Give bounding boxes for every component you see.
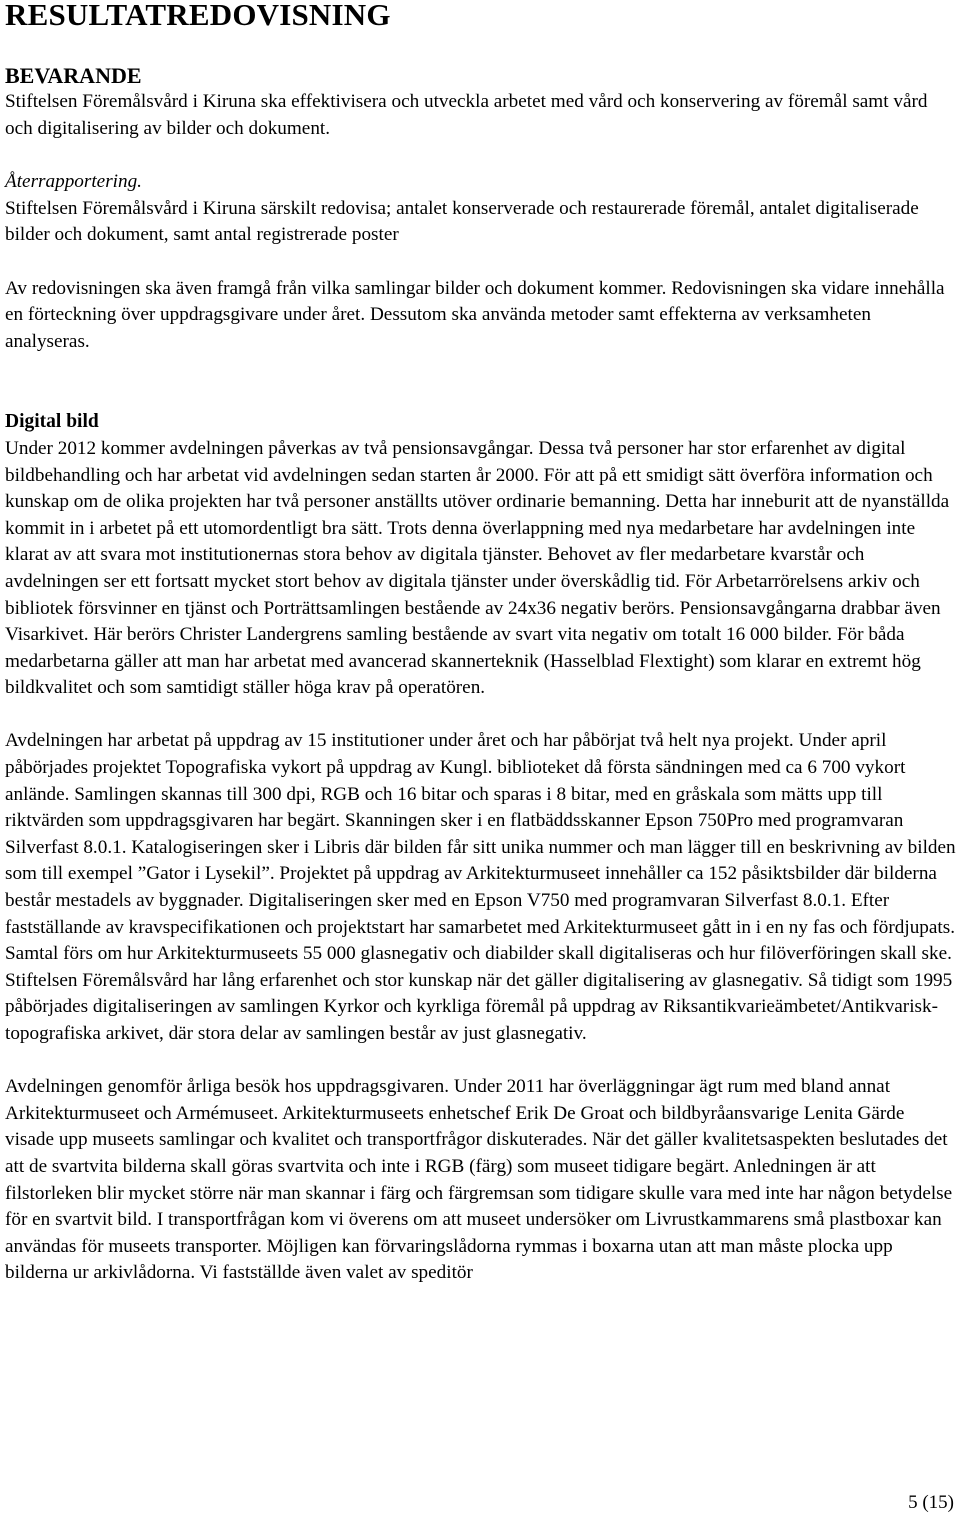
section-heading: BEVARANDE (5, 63, 142, 88)
body-paragraph-3: Avdelningen genomför årliga besök hos uppdragsgivaren. Under 2011 har överläggningar ägt rum med bland annat Arkitekturmuseet och Armémuseet. Arkitekturmuseets enhetschef Erik De Groat och bildbyråansvarige Lenita Gärde visade upp museets samlingar och kvalitet och transportfrågor diskuterades. När det gäller kvalitetsaspekten beslutades det att de svartvita bilderna skall göras svartvita och inte i RGB (färg) som museet tidigare begärt. Anledningen är att filstorleken blir mycket större när man skannar i färg och färgremsan som tidigare skulle vara med inte har någon betydelse för en svartvit bild. I transportfrågan kom vi överens om att museet undersöker om Livrustkammarens små plastboxar kan användas för museets transporter. Möjligen kan förvaringslådorna rymmas i boxarna utan att man måste plocka upp bilderna ur arkivlådorna. Vi fastställde även valet av speditör (5, 1076, 953, 1284)
body-paragraph-1: Under 2012 kommer avdelningen påverkas av två pensionsavgångar. Dessa två personer har stor erfarenhet av digital bildbehandling och har arbetat vid avdelningen sedan starten år 2000. För att på ett smidigt sätt överföra information och kunskap om de olika projekten har två personer anställts utöver ordinarie bemanning. Detta har inneburit att de nyanställda kommit in i arbetet på ett utomordentligt bra sätt. Trots denna överlappning med nya medarbetare har avdelningen inte klarat av att svara mot institutionernas stora behov av digitala tjänster. Behovet av fler medarbetare kvarstår och avdelningen ser ett fortsatt mycket stort behov av digitala tjänster under överskådlig tid. För Arbetarrörelsens arkiv och bibliotek försvinner en tjänst och Porträttsamlingen bestående av 24x36 negativ berörs. Pensionsavgångarna drabbar även Visarkivet. Här berörs Christer Landergrens samling bestående av svart vita negativ om totalt 16 000 bilder. För båda medarbetarna gäller att man har arbetat med avancerad skannerteknik (Hasselblad Flextight) som klarar en extremt hög bildkvalitet och som samtidigt ställer höga krav på operatören. (5, 437, 950, 699)
digital-bild-heading: Digital bild (5, 411, 99, 433)
reporting-paragraph: Stiftelsen Föremålsvård i Kiruna särskilt redovisa; antalet konserverade och restaurerade föremål, antalet digitaliserade bilder och dokument, samt antal registrerade poster (5, 197, 919, 246)
document-title: RESULTATREDOVISNING (5, 0, 391, 32)
page-number: 5 (15) (908, 1492, 954, 1513)
reporting-note-paragraph: Av redovisningen ska även framgå från vilka samlingar bilder och dokument kommer. Redovisningen ska vidare innehålla en förteckning över uppdragsgivare under året. Dessutom ska använda metoder samt effekterna av verksamheten analyseras. (5, 277, 945, 352)
body-paragraph-2: Avdelningen har arbetat på uppdrag av 15 institutioner under året och har påbörjat två helt nya projekt. Under april påbörjades projektet Topografiska vykort på uppdrag av Kungl. biblioteket då första sändningen med ca 6 700 vykort anlände. Samlingen skannas till 300 dpi, RGB och 16 bitar och sparas i 8 bitar, med en gråskala som mätts upp till riktvärden som uppdragsgivaren har begärt. Skanningen sker i en flatbäddsskanner Epson 750Pro med programvaran Silverfast 8.0.1. Katalogiseringen sker i Libris där bilden får sitt unika nummer och man lägger till en beskrivning av bilden som till exempel ”Gator i Lysekil”. Projektet på uppdrag av Arkitekturmuseet innehåller ca 152 påsiktsbilder där bilderna består mestadels av byggnader. Digitaliseringen sker med en Epson V750 med programvaran Silverfast 8.0.1. Efter fastställande av kravspecifikationen och projektstart har samarbetet med Arkitekturmuseet gått in i en ny fas och fördjupats. Samtal förs om hur Arkitekturmuseets 55 000 glasnegativ och diabilder skall digitaliseras och hur filöverföringen skall ske. Stiftelsen Föremålsvård har lång erfarenhet och stor kunskap när det gäller digitalisering av glasnegativ. Så tidigt som 1995 påbörjades digitaliseringen av samlingen Kyrkor och kyrkliga föremål på uppdrag av Riksantikvarieämbetet/Antikvarisk-topografiska arkivet, där stora delar av samlingen består av just glasnegativ. (5, 730, 956, 1044)
document-page (5, 0, 957, 1287)
reporting-label: Återrapportering. (5, 171, 142, 193)
intro-paragraph: Stiftelsen Föremålsvård i Kiruna ska effektivisera och utveckla arbetet med vård och konservering av föremål samt vård och digitalisering av bilder och dokument. (5, 91, 928, 139)
